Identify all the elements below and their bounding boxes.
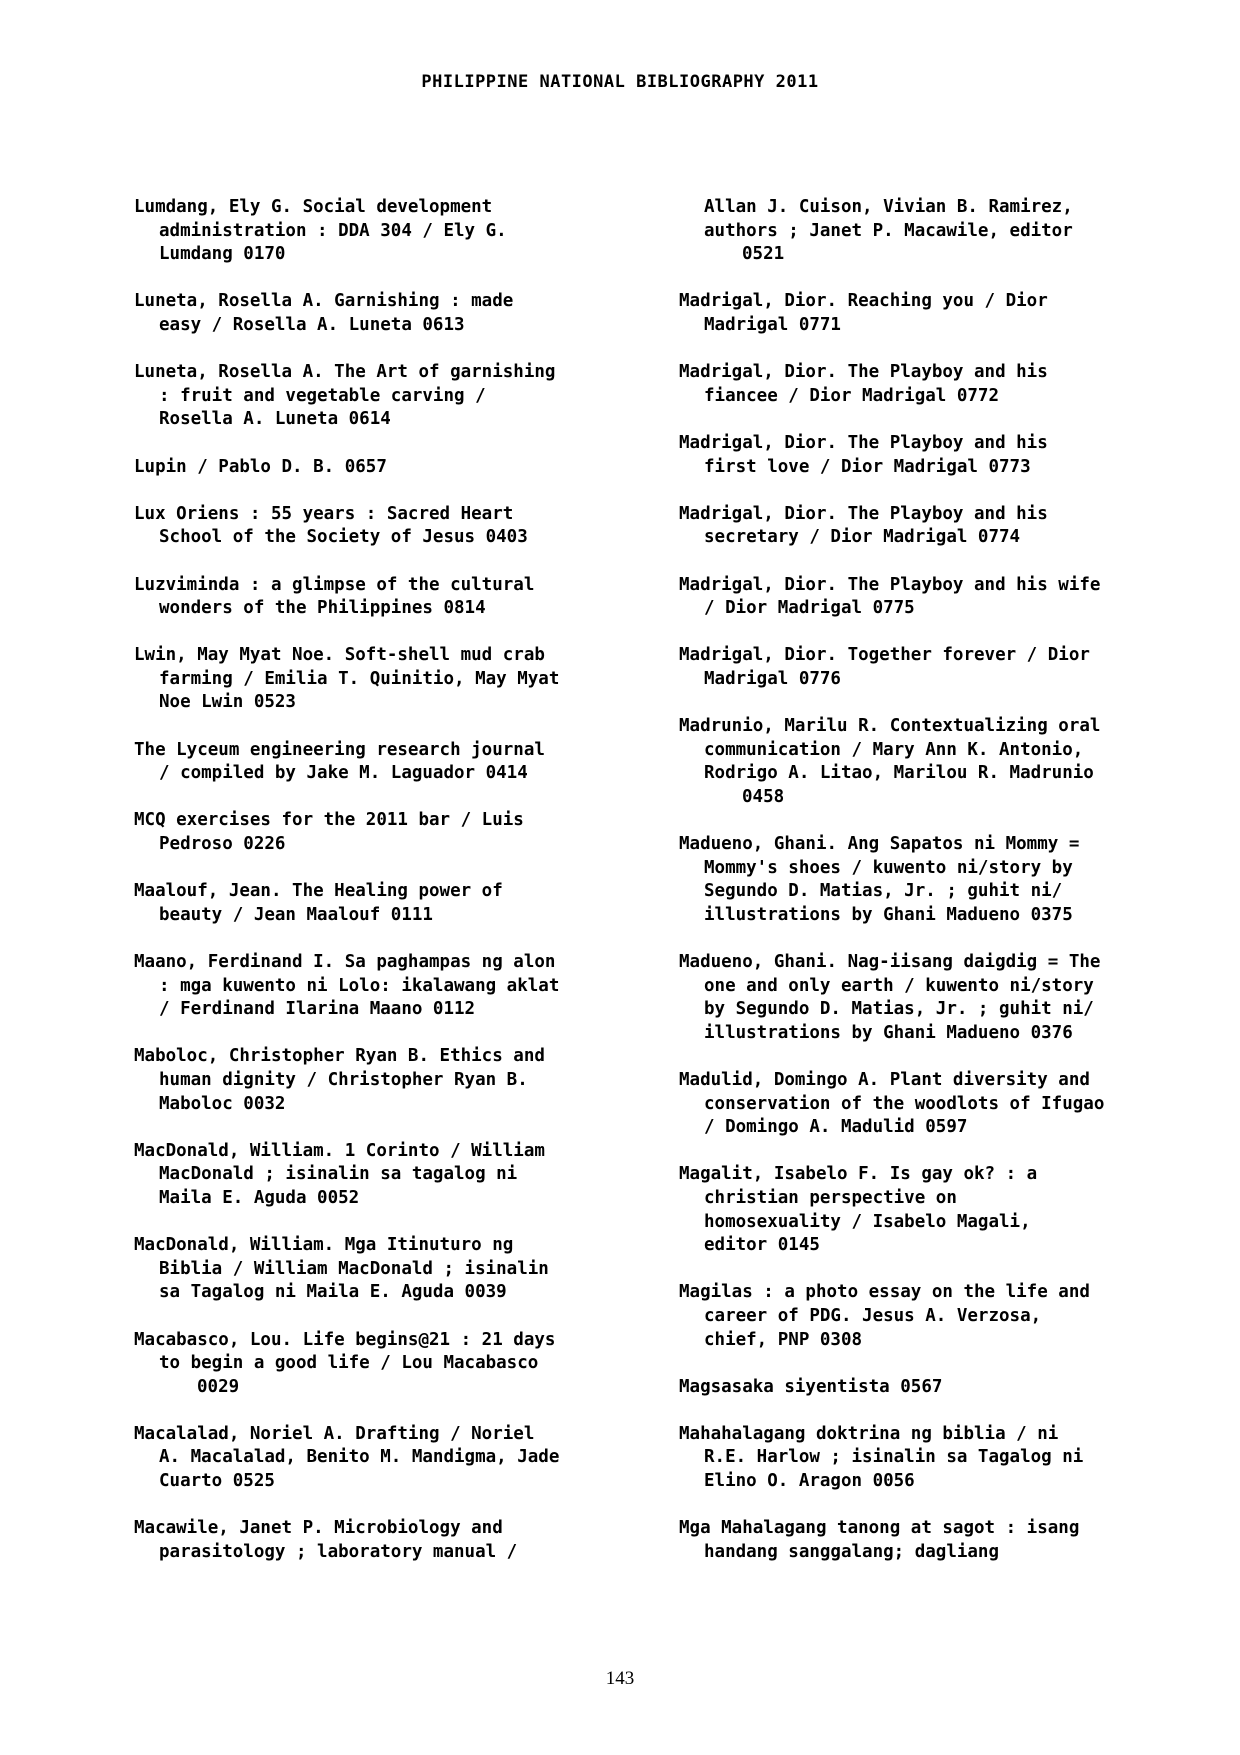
bibliography-entry xyxy=(679,1069,1209,1140)
entry-line: Madrunio, Marilu R. Contextualizing oral xyxy=(679,716,1101,737)
entry-line: Segundo D. Matias, Jr. ; guhit ni/ xyxy=(704,881,1063,902)
entry-line: Madrigal, Dior. Together forever / Dior xyxy=(679,645,1090,666)
entry-line: Lux Oriens : 55 years : Sacred Heart xyxy=(134,503,514,524)
entry-line: The Lyceum engineering research journal xyxy=(134,739,545,760)
bibliography-entry xyxy=(134,951,664,1022)
bibliography-entry xyxy=(679,644,1209,691)
entry-line: homosexuality / Isabelo Magali, xyxy=(704,1211,1031,1232)
bibliography-entry xyxy=(679,432,1209,479)
left-column-entries xyxy=(134,196,664,1588)
entry-line: Rosella A. Luneta 0614 xyxy=(159,409,391,430)
entry-line: / Domingo A. Madulid 0597 xyxy=(704,1117,968,1138)
bibliography-entry xyxy=(679,833,1209,927)
entry-line: illustrations by Ghani Madueno 0375 xyxy=(704,904,1073,925)
entry-line: Luneta, Rosella A. The Art of garnishing xyxy=(134,362,556,383)
bibliography-entry xyxy=(134,1045,664,1116)
entry-line: Lumdang 0170 xyxy=(159,244,286,265)
entry-line: 0458 xyxy=(742,786,785,807)
entry-line: parasitology ; laboratory manual / xyxy=(159,1541,518,1562)
entry-line: Madrigal, Dior. The Playboy and his xyxy=(679,503,1048,524)
entry-line: Maboloc, Christopher Ryan B. Ethics and xyxy=(134,1046,545,1067)
entry-line: R.E. Harlow ; isinalin sa Tagalog ni xyxy=(704,1447,1084,1468)
entry-line: / compiled by Jake M. Laguador 0414 xyxy=(159,763,528,784)
entry-line: Magilas : a photo essay on the life and xyxy=(679,1282,1090,1303)
entry-line: Maalouf, Jean. The Healing power of xyxy=(134,881,503,902)
entry-line: Pedroso 0226 xyxy=(159,834,286,855)
entry-line: first love / Dior Madrigal 0773 xyxy=(704,456,1031,477)
bibliography-entry xyxy=(679,361,1209,408)
bibliography-entry xyxy=(134,196,664,267)
entry-line: conservation of the woodlots of Ifugao xyxy=(704,1093,1105,1114)
entry-line: Biblia / William MacDonald ; isinalin xyxy=(159,1258,549,1279)
entry-line: human dignity / Christopher Ryan B. xyxy=(159,1069,528,1090)
entry-line: administration : DDA 304 / Ely G. xyxy=(159,220,507,241)
entry-line: / Dior Madrigal 0775 xyxy=(704,598,915,619)
entry-line: Macawile, Janet P. Microbiology and xyxy=(134,1518,503,1539)
entry-line: Lumdang, Ely G. Social development xyxy=(134,197,493,217)
entry-line: sa Tagalog ni Maila E. Aguda 0039 xyxy=(159,1282,507,1303)
entry-line: christian perspective on xyxy=(704,1187,957,1208)
bibliography-entry xyxy=(134,880,664,927)
bibliography-entry xyxy=(134,574,664,621)
entry-line: Madueno, Ghani. Ang Sapatos ni Mommy = xyxy=(679,834,1080,855)
entry-line: Luneta, Rosella A. Garnishing : made xyxy=(134,291,514,312)
entry-line: Elino O. Aragon 0056 xyxy=(704,1471,915,1492)
bibliography-entry xyxy=(134,503,664,550)
bibliography-entry xyxy=(134,739,664,786)
entry-line: Madueno, Ghani. Nag-iisang daigdig = The xyxy=(679,952,1101,972)
bibliography-entry xyxy=(679,1423,1209,1494)
bibliography-entry xyxy=(679,715,1209,809)
running-head-title: PHILIPPINE NATIONAL BIBLIOGRAPHY 2011 xyxy=(421,72,819,92)
bibliography-entry xyxy=(134,290,664,337)
entry-line: wonders of the Philippines 0814 xyxy=(159,598,486,619)
bibliography-entry xyxy=(679,503,1209,550)
bibliography-entry xyxy=(679,574,1209,621)
entry-line: : mga kuwento ni Lolo: ikalawang aklat xyxy=(159,975,560,996)
entry-line: Macalalad, Noriel A. Drafting / Noriel xyxy=(134,1423,535,1444)
entry-line: fiancee / Dior Madrigal 0772 xyxy=(704,385,1000,406)
entry-line: communication / Mary Ann K. Antonio, xyxy=(704,739,1084,760)
entry-line: Mommy's shoes / kuwento ni/story by xyxy=(704,857,1073,878)
entry-line: MacDonald, William. 1 Corinto / William xyxy=(134,1140,545,1161)
entry-line: School of the Society of Jesus 0403 xyxy=(159,527,528,548)
entry-line: by Segundo D. Matias, Jr. ; guhit ni/ xyxy=(704,999,1094,1020)
page-number: 143 xyxy=(605,1668,635,1689)
entry-line: Magalit, Isabelo F. Is gay ok? : a xyxy=(679,1164,1038,1185)
entry-line: Magsasaka siyentista 0567 xyxy=(679,1376,943,1397)
entry-line: 0521 xyxy=(742,244,785,265)
entry-line: career of PDG. Jesus A. Verzosa, xyxy=(704,1305,1042,1326)
bibliography-entry xyxy=(134,1517,664,1564)
bibliography-entry xyxy=(134,456,664,480)
bibliography-entry xyxy=(679,1517,1209,1564)
entry-line: Rodrigo A. Litao, Marilou R. Madrunio xyxy=(704,763,1094,784)
entry-line: Luzviminda : a glimpse of the cultural xyxy=(134,574,535,595)
bibliography-entry xyxy=(134,1140,664,1211)
entry-line: handang sanggalang; dagliang xyxy=(704,1541,1000,1562)
entry-line: Madrigal, Dior. The Playboy and his xyxy=(679,432,1048,453)
entry-line: A. Macalalad, Benito M. Mandigma, Jade xyxy=(159,1447,560,1468)
entry-line: Allan J. Cuison, Vivian B. Ramirez, xyxy=(704,197,1073,217)
bibliography-entry xyxy=(134,1423,664,1494)
entry-line: MacDonald, William. Mga Itinuturo ng xyxy=(134,1235,514,1256)
entry-line: 0029 xyxy=(197,1376,240,1397)
bibliography-entry xyxy=(134,1234,664,1305)
entry-line: Madulid, Domingo A. Plant diversity and xyxy=(679,1069,1090,1090)
bibliography-entry xyxy=(134,1329,664,1400)
entry-line: editor 0145 xyxy=(704,1235,820,1256)
entry-line: / Ferdinand Ilarina Maano 0112 xyxy=(159,999,476,1020)
bibliography-entry xyxy=(679,951,1209,1045)
bibliography-entry xyxy=(134,644,664,715)
entry-line: to begin a good life / Lou Macabasco xyxy=(159,1353,539,1374)
entry-line: illustrations by Ghani Madueno 0376 xyxy=(704,1022,1073,1043)
entry-line: beauty / Jean Maalouf 0111 xyxy=(159,904,433,925)
entry-line: Mahahalagang doktrina ng biblia / ni xyxy=(679,1423,1059,1444)
bibliography-entry xyxy=(679,1163,1209,1257)
entry-line: chief, PNP 0308 xyxy=(704,1329,863,1350)
entry-line: Maboloc 0032 xyxy=(159,1093,286,1114)
bibliography-entry xyxy=(679,196,1209,267)
entry-line: Maano, Ferdinand I. Sa paghampas ng alon xyxy=(134,952,556,972)
entry-line: authors ; Janet P. Macawile, editor xyxy=(704,220,1073,241)
entry-line: MCQ exercises for the 2011 bar / Luis xyxy=(134,810,524,831)
right-column-entries xyxy=(679,196,1209,1588)
bibliography-entry xyxy=(679,1376,1209,1400)
entry-line: Mga Mahalagang tanong at sagot : isang xyxy=(679,1518,1080,1539)
entry-line: Madrigal, Dior. Reaching you / Dior xyxy=(679,291,1048,312)
entry-line: Maila E. Aguda 0052 xyxy=(159,1187,360,1208)
entry-line: Macabasco, Lou. Life begins@21 : 21 days xyxy=(134,1329,556,1350)
entry-line: Lwin, May Myat Noe. Soft-shell mud crab xyxy=(134,645,545,666)
entry-line: Madrigal 0771 xyxy=(704,314,841,335)
entry-line: farming / Emilia T. Quinitio, May Myat xyxy=(159,668,560,689)
entry-line: : fruit and vegetable carving / xyxy=(159,385,486,406)
entry-line: easy / Rosella A. Luneta 0613 xyxy=(159,314,465,335)
entry-line: Cuarto 0525 xyxy=(159,1471,275,1492)
entry-line: Madrigal 0776 xyxy=(704,668,841,689)
entry-line: Madrigal, Dior. The Playboy and his xyxy=(679,362,1048,383)
entry-line: Noe Lwin 0523 xyxy=(159,692,296,713)
bibliography-entry xyxy=(679,290,1209,337)
bibliography-entry xyxy=(134,809,664,856)
entry-line: MacDonald ; isinalin sa tagalog ni xyxy=(159,1164,518,1185)
bibliography-entry xyxy=(679,1281,1209,1352)
bibliography-entry xyxy=(134,361,664,432)
entry-line: Madrigal, Dior. The Playboy and his wife xyxy=(679,574,1101,595)
entry-line: secretary / Dior Madrigal 0774 xyxy=(704,527,1021,548)
entry-line: Lupin / Pablo D. B. 0657 xyxy=(134,456,387,477)
entry-line: one and only earth / kuwento ni/story xyxy=(704,975,1094,996)
